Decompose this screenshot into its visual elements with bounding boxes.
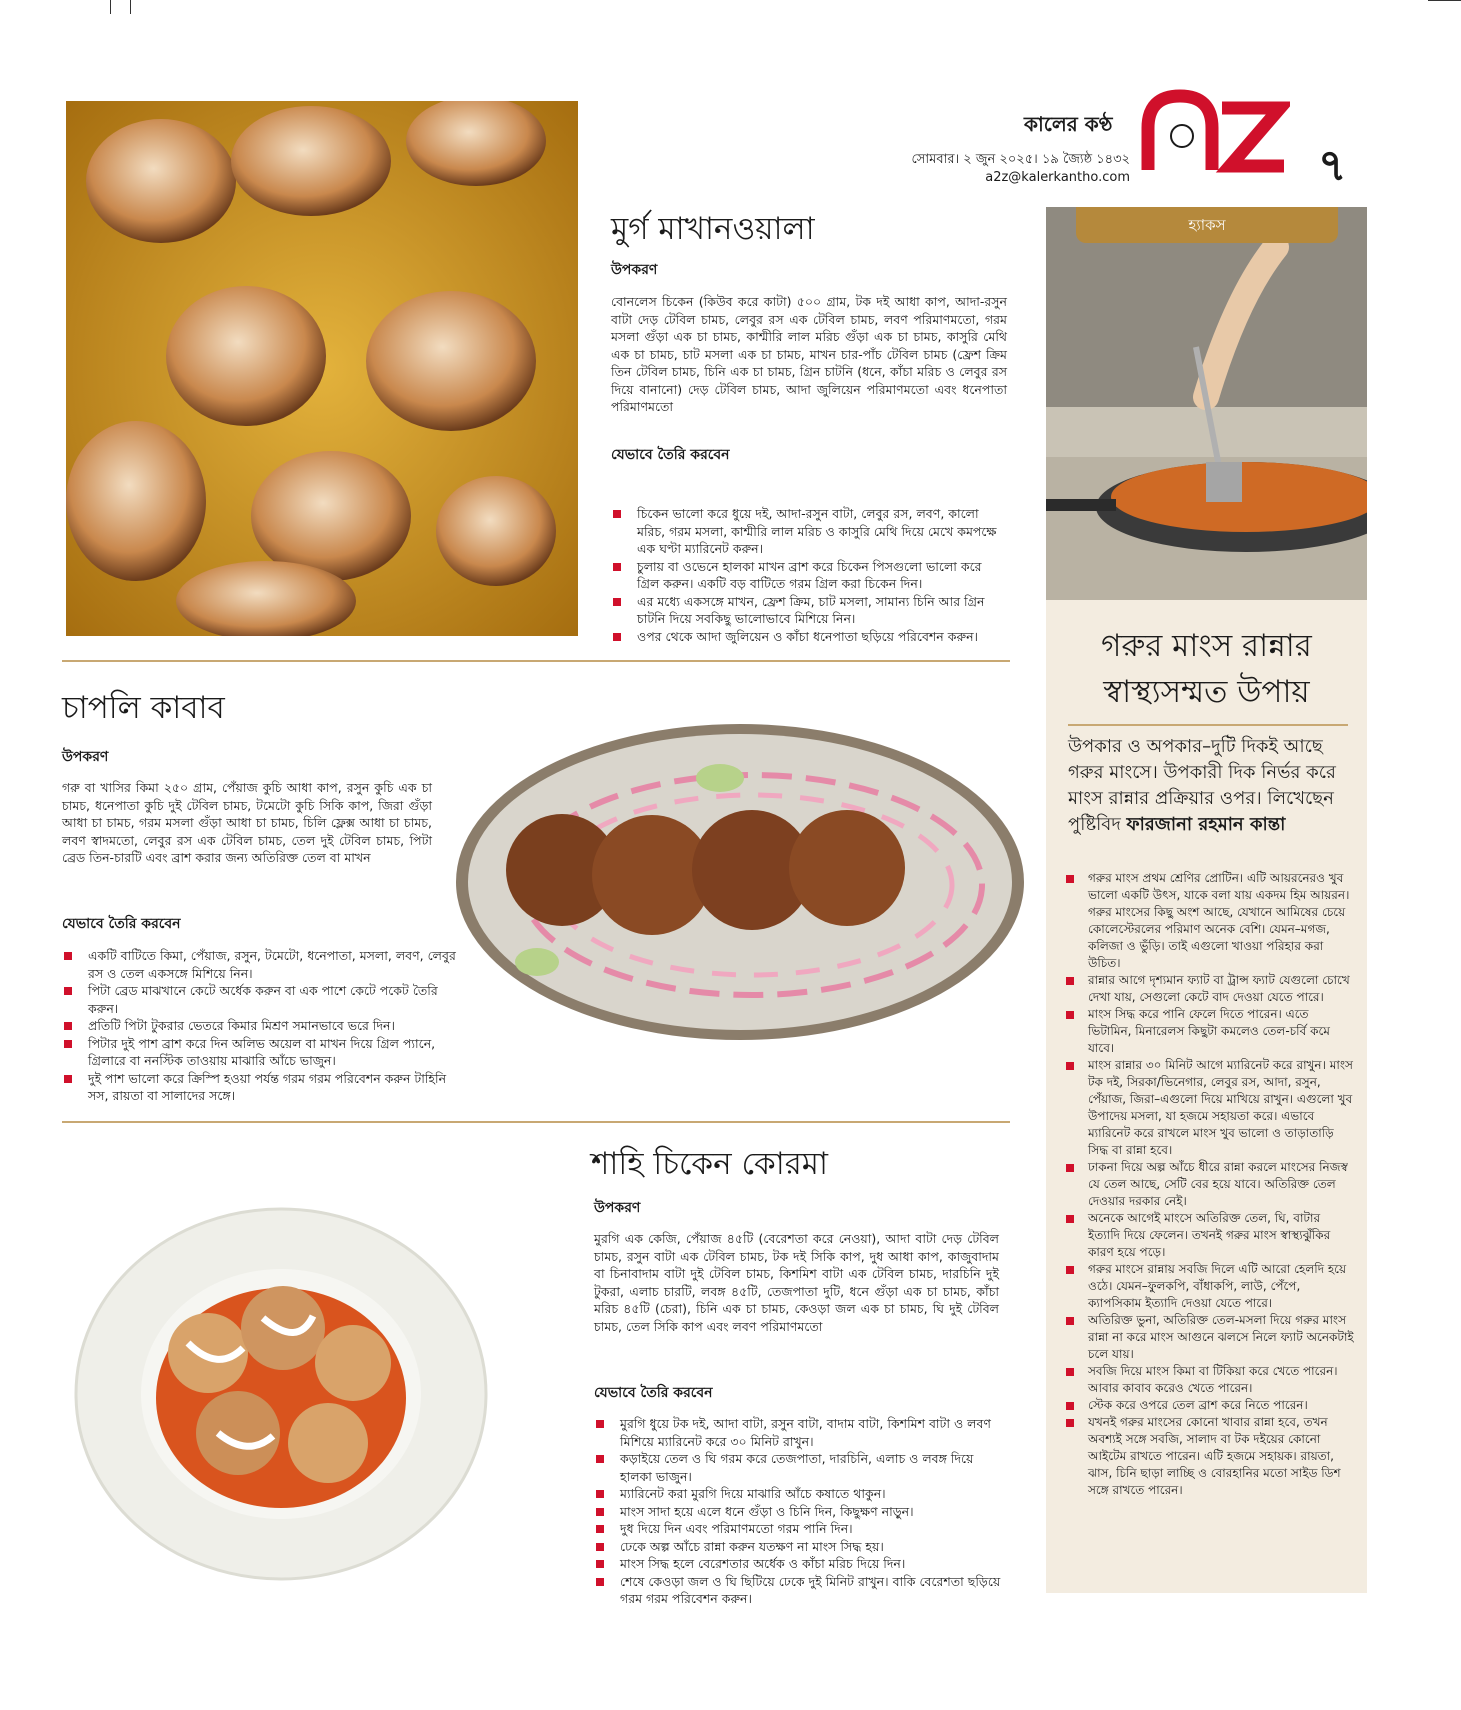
method-step: দুই পাশ ভালো করে ক্রিস্পি হওয়া পর্যন্ত গরম গরম পরিবেশন করুন টাহিনি সস, রায়তা বা সালাদের সঙ্গে। (62, 1070, 467, 1105)
tip-item: ঢাকনা দিয়ে অল্প আঁচে ধীরে রান্না করলে মাংসের নিজস্ব যে তেল আছে, সেটি বের হয়ে যাবে। অতিরিক্ত তেল দেওয়ার দরকার নেই। (1062, 1159, 1354, 1210)
a2z-logo-icon (1140, 88, 1290, 178)
tip-item: রান্নার আগে দৃশ্যমান ফ্যাট বা ট্রান্স ফ্যাট যেগুলো চোখে দেখা যায়, সেগুলো কেটে বাদ দেওয়া যেতে পারে। (1062, 972, 1354, 1006)
section-divider (62, 660, 1010, 662)
tip-item: সবজি দিয়ে মাংস কিমা বা টিকিয়া করে খেতে পারেন। আবার কাবাব করেও খেতে পারেন। (1062, 1363, 1354, 1397)
method-step: মুরগি ধুয়ে টক দই, আদা বাটা, রসুন বাটা, বাদাম বাটা, কিশমিশ বাটা ও লবণ মিশিয়ে ম্যারিনেট করে ৩০ মিনিট রাখুন। (594, 1415, 1006, 1450)
page-number: ৭ (1318, 140, 1347, 191)
recipe-title: শাহি চিকেন কোরমা (591, 1146, 828, 1182)
recipe-title: চাপলি কাবাব (62, 690, 225, 726)
intro-text: উপকার ও অপকার–দুটি দিকই আছে গরুর মাংসে। উপকারী দিক নির্ভর করে মাংস রান্নার প্রক্রিয়ার ওপর। লিখেছেন পুষ্টিবিদ (1068, 736, 1336, 835)
cooking-pan-photo (1046, 207, 1367, 600)
method-step: শেষে কেওড়া জল ও ঘি ছিটিয়ে ঢেকে দুই মিনিট রাখুন। বাকি বেরেশতা ছড়িয়ে গরম গরম পরিবেশন করুন। (594, 1573, 1006, 1608)
method-step: এর মধ্যে একসঙ্গে মাখন, ফ্রেশ ক্রিম, চাট মসলা, সামান্য চিনি আর গ্রিন চাটনি দিয়ে সবকিছু ভালোভাবে মিশিয়ে নিন। (611, 593, 1007, 628)
method-step: চুলায় বা ওভেনে হালকা মাখন ব্রাশ করে চিকেন পিসগুলো ভালো করে গ্রিল করুন। একটি বড় বাটিতে গরম গ্রিল করা চিকেন দিন। (611, 558, 1007, 593)
sidebar-intro (1068, 734, 1353, 838)
murg-makhanwala-photo (66, 101, 578, 636)
crop-mark (110, 0, 111, 14)
method-step: মাংস সিদ্ধ হলে বেরেশতার অর্ধেক ও কাঁচা মরিচ দিয়ে দিন। (594, 1555, 1006, 1573)
sidebar-title-line: গরুর মাংস রান্নার (1101, 628, 1312, 664)
tips-list (1062, 870, 1354, 1499)
method-step: ঢেকে অল্প আঁচে রান্না করুন যতক্ষণ না মাংস সিদ্ধ হয়। (594, 1538, 1006, 1556)
crop-mark (1428, 0, 1461, 1)
date-line: সোমবার। ২ জুন ২০২৫। ১৯ জ্যৈষ্ঠ ১৪৩২ (911, 152, 1130, 167)
method-step: পিটার দুই পাশ ব্রাশ করে দিন অলিভ অয়েল বা মাখন দিয়ে গ্রিল প্যানে, গ্রিলারে বা ননস্টিক তাওয়ায় মাঝারি আঁচে ভাজুন। (62, 1035, 467, 1070)
method-step: ওপর থেকে আদা জুলিয়েন ও কাঁচা ধনেপাতা ছড়িয়ে পরিবেশন করুন। (611, 628, 1007, 646)
section-tag: হ্যাকস (1076, 207, 1338, 243)
method-step: দুধ দিয়ে দিন এবং পরিমাণমতো গরম পানি দিন। (594, 1520, 1006, 1538)
tip-item: অনেকে আগেই মাংসে অতিরিক্ত তেল, ঘি, বাটার ইত্যাদি দিয়ে ফেলেন। তখনই গরুর মাংস স্বাস্থ্যঝুঁকির কারণ হয়ে পড়ে। (1062, 1210, 1354, 1261)
brand-name: কালের কণ্ঠ (1024, 112, 1113, 136)
chapli-kabab-photo (452, 720, 1028, 1045)
method-steps (611, 505, 1007, 645)
recipe-title: মুর্গ মাখানওয়ালা (611, 211, 815, 247)
tip-item: যখনই গরুর মাংসের কোনো খাবার রান্না হবে, তখন অবশ্যই সঙ্গে সবজি, সালাদ বা টক দইয়ের কোনো আইটেম রাখতে পারেন। এটি হজমে সহায়ক। রায়তা, ঝাস, চিনি ছাড়া লাচ্ছি ও বোরহানির মতো সাইড ডিশ সঙ্গে রাখতে পারেন। (1062, 1414, 1354, 1499)
tip-item: অতিরিক্ত ভুনা, অতিরিক্ত তেল-মসলা দিয়ে গরুর মাংস রান্না না করে মাংস আগুনে ঝলসে নিলে ফ্যাট অনেকটাই চলে যায়। (1062, 1312, 1354, 1363)
tip-item: স্টেক করে ওপরে তেল ব্রাশ করে নিতে পারেন। (1062, 1397, 1354, 1414)
method-step: মাংস সাদা হয়ে এলে ধনে গুঁড়া ও চিনি দিন, কিছুক্ষণ নাড়ুন। (594, 1503, 1006, 1521)
author-name: ফারজানা রহমান কান্তা (1126, 814, 1286, 835)
sidebar-title-line: স্বাস্থ্যসম্মত উপায় (1103, 674, 1310, 710)
crop-mark (130, 0, 131, 14)
ingredients-label: উপকরণ (611, 262, 658, 278)
ingredients-text: মুরগি এক কেজি, পেঁয়াজ ৪৫টি (বেরেশতা করে নেওয়া), আদা বাটা দেড় টেবিল চামচ, রসুন বাটা এক টেবিল চামচ, টক দই সিকি কাপ, দুধ আধা কাপ, কাজুবাদাম বা চিনাবাদাম বাটা দুই টেবিল চামচ, কিশমিশ বাটা এক টেবিল চামচ, দারচিনি দুই টুকরা, এলাচ চারটি, লবঙ্গ ৪৫টি, তেজপাতা দুটি, ধনে গুঁড়া এক চা চামচ, কাঁচা মরিচ ৪৫টি (চেরা), চিনি এক চা চামচ, কেওড়া জল এক চা চামচ, ঘি দুই টেবিল চামচ, তেল সিকি কাপ এবং লবণ পরিমাণমতো (594, 1231, 999, 1334)
tip-item: মাংস সিদ্ধ করে পানি ফেলে দিতে পারেন। এতে ভিটামিন, মিনারেলস কিছুটা কমলেও তেল-চর্বি কমে যাবে। (1062, 1006, 1354, 1057)
ingredients-label: উপকরণ (594, 1200, 641, 1216)
ingredients-text: গরু বা খাসির কিমা ২৫০ গ্রাম, পেঁয়াজ কুচি আধা কাপ, রসুন কুচি এক চা চামচ, ধনেপাতা কুচি দুই টেবিল চামচ, টমেটো কুচি সিকি কাপ, জিরা গুঁড়া আধা চা চামচ, গরম মসলা গুঁড়া আধা চা চামচ, চিলি ফ্লেক্স আধা চা চামচ, লবণ স্বাদমতো, লেবুর রস এক টেবিল চামচ, তেল দুই টেবিল চামচ, পিটা ব্রেড তিন-চারটি এবং ব্রাশ করার জন্য অতিরিক্ত তেল বা মাখন (62, 780, 432, 865)
method-step: পিটা ব্রেড মাঝখানে কেটে অর্ধেক করুন বা এক পাশে কেটে পকেট তৈরি করুন। (62, 982, 467, 1017)
method-steps (62, 947, 467, 1105)
ingredients-label: উপকরণ (62, 749, 109, 765)
method-step: চিকেন ভালো করে ধুয়ে দই, আদা-রসুন বাটা, লেবুর রস, লবণ, কালো মরিচ, গরম মসলা, কাশ্মীরি লাল মরিচ ও কাসুরি মেথি দিয়ে মেখে কমপক্ষে এক ঘণ্টা ম্যারিনেট করুন। (611, 505, 1007, 558)
tip-item: গরুর মাংসে রান্নায় সবজি দিলে এটি আরো হেলদি হয়ে ওঠে। যেমন–ফুলকপি, বাঁধাকপি, লাউ, পেঁপে, ক্যাপসিকাম ইত্যাদি দেওয়া যেতে পারে। (1062, 1261, 1354, 1312)
title-underline (1068, 724, 1348, 726)
method-step: প্রতিটি পিটা টুকরার ভেতরে কিমার মিশ্রণ সমানভাবে ভরে দিন। (62, 1017, 467, 1035)
method-label: যেভাবে তৈরি করবেন (62, 916, 181, 932)
tip-item: মাংস রান্নার ৩০ মিনিট আগে ম্যারিনেট করে রাখুন। মাংস টক দই, সিরকা/ভিনেগার, লেবুর রস, আদা, রসুন, পেঁয়াজ, জিরা–এগুলো দিয়ে মাখিয়ে রাখুন। এগুলো খুব উপাদেয় মসলা, যা হজমে সহায়তা করে। এভাবে ম্যারিনেট করে রাখলে মাংস খুব ভালো ও তাড়াতাড়ি সিদ্ধ বা রান্না হবে। (1062, 1057, 1354, 1159)
sidebar-title (1046, 623, 1367, 715)
tip-item: গরুর মাংস প্রথম শ্রেণির প্রোটিন। এটি আয়রনেরও খুব ভালো একটি উৎস, যাকে বলা যায় একদম হিম আয়রন। গরুর মাংসের কিছু অংশ আছে, যেখানে আমিষের চেয়ে কোলেস্টেরলের পরিমাণ অনেক বেশি। যেমন–মগজ, কলিজা ও ভুঁড়ি। তাই এগুলো খাওয়া পরিহার করা উচিত। (1062, 870, 1354, 972)
section-divider (62, 1121, 1010, 1123)
hacks-sidebar (1046, 207, 1367, 1593)
method-step: ম্যারিনেট করা মুরগি দিয়ে মাঝারি আঁচে কষাতে থাকুন। (594, 1485, 1006, 1503)
ingredients-text: বোনলেস চিকেন (কিউব করে কাটা) ৫০০ গ্রাম, টক দই আধা কাপ, আদা-রসুন বাটা দেড় টেবিল চামচ, লেবুর রস এক টেবিল চামচ, লবণ পরিমাণমতো, গরম মসলা গুঁড়া এক চা চামচ, কাশ্মীরি লাল মরিচ গুঁড়া এক চা চামচ, কাসুরি মেথি এক চা চামচ, চাট মসলা এক চা চামচ, মাখন চার-পাঁচ টেবিল চামচ (ফ্রেশ ক্রিম তিন টেবিল চামচ, চিনি এক চা চামচ, গ্রিন চাটনি (ধনে, কাঁচা মরিচ ও লেবুর রস দিয়ে বানানো) দেড় টেবিল চামচ, আদা জুলিয়েন পরিমাণমতো এবং ধনেপাতা পরিমাণমতো (611, 294, 1007, 414)
method-steps (594, 1415, 1006, 1608)
method-label: যেভাবে তৈরি করবেন (594, 1385, 713, 1401)
method-step: একটি বাটিতে কিমা, পেঁয়াজ, রসুন, টমেটো, ধনেপাতা, মসলা, লবণ, লেবুর রস ও তেল একসঙ্গে মিশিয়ে নিন। (62, 947, 467, 982)
method-step: কড়াইয়ে তেল ও ঘি গরম করে তেজপাতা, দারচিনি, এলাচ ও লবঙ্গ দিয়ে হালকা ভাজুন। (594, 1450, 1006, 1485)
method-label: যেভাবে তৈরি করবেন (611, 447, 730, 463)
section-email: a2z@kalerkantho.com (985, 170, 1130, 185)
chicken-korma-photo (68, 1198, 495, 1590)
